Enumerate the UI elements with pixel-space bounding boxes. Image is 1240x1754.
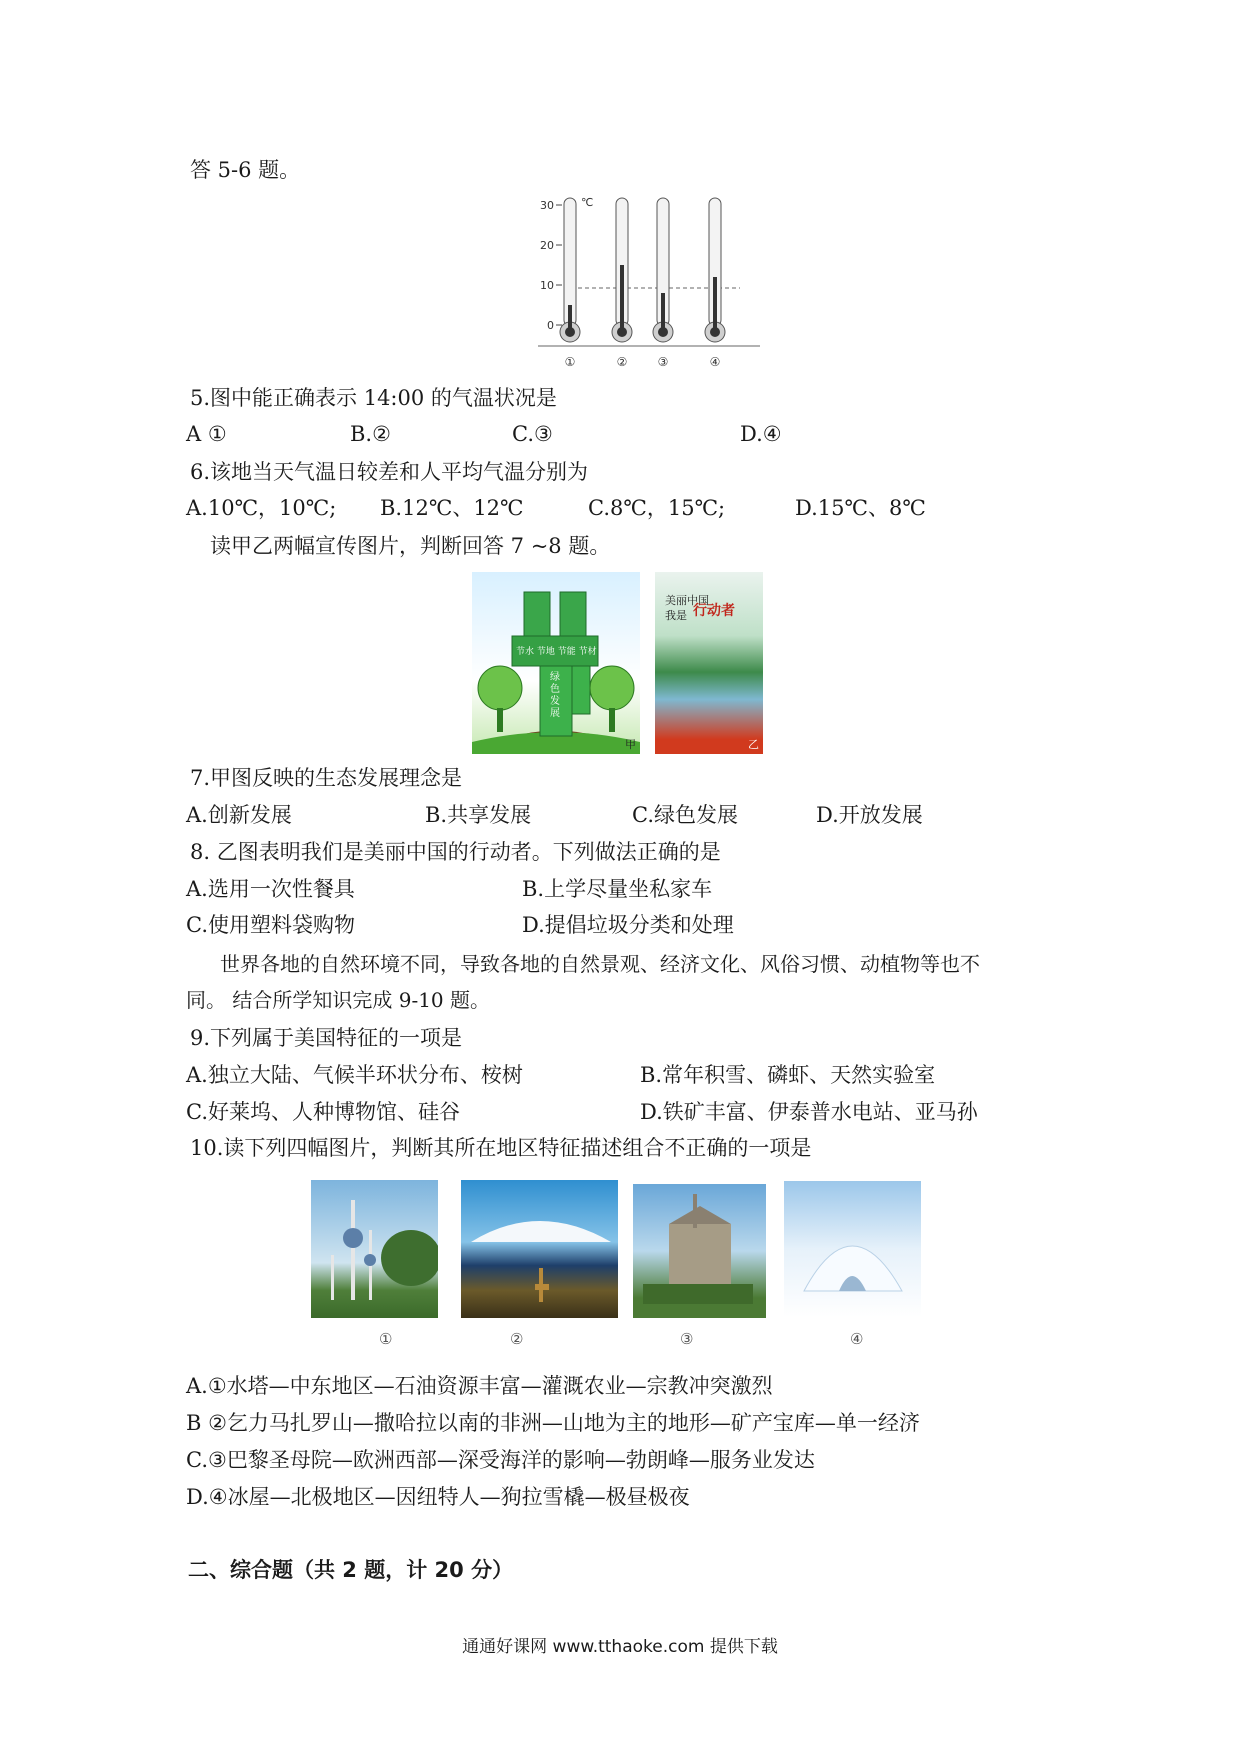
photo-kilimanjaro — [461, 1180, 618, 1318]
intro-9-10-line2: 同。 结合所学知识完成 9-10 题。 — [186, 988, 491, 1012]
q8-stem: 8. 乙图表明我们是美丽中国的行动者。下列做法正确的是 — [190, 840, 721, 864]
poster-jia-tag: 甲 — [625, 738, 636, 751]
thermometer-column — [713, 277, 717, 332]
q8-option-b[interactable]: B.上学尽量坐私家车 — [522, 877, 713, 901]
photo-label-1: ① — [379, 1330, 393, 1348]
q8-option-c[interactable]: C.使用塑料袋购物 — [186, 913, 355, 937]
q9-stem: 9.下列属于美国特征的一项是 — [190, 1026, 463, 1050]
q9-option-c[interactable]: C.好莱坞、人种博物馆、硅谷 — [186, 1100, 460, 1124]
q10-option-d[interactable]: D.④冰屋—北极地区—因纽特人—狗拉雪橇—极昼极夜 — [186, 1485, 690, 1509]
thermometer-label: ① — [564, 355, 576, 369]
intro-7-8: 读甲乙两幅宣传图片，判断回答 7 ~8 题。 — [210, 534, 611, 558]
photo-igloo — [784, 1181, 921, 1317]
q7-option-d[interactable]: D.开放发展 — [816, 803, 923, 827]
axis-tick-label: 10 — [540, 279, 554, 292]
intro-5-6: 答 5-6 题。 — [190, 158, 301, 182]
q10-option-a[interactable]: A.①水塔—中东地区—石油资源丰富—灌溉农业—宗教冲突激烈 — [186, 1374, 773, 1398]
q6-option-a[interactable]: A.10℃，10℃; — [186, 496, 337, 520]
thermometer-column — [568, 305, 572, 332]
q7-option-a[interactable]: A.创新发展 — [186, 803, 292, 827]
q8-option-a[interactable]: A.选用一次性餐具 — [186, 877, 355, 901]
poster-yi-line1: 美丽中国 — [665, 594, 709, 607]
q7-option-c[interactable]: C.绿色发展 — [632, 803, 738, 827]
footer-source: 通通好课网 www.tthaoke.com 提供下载 — [462, 1637, 778, 1657]
thermometer-label: ④ — [709, 355, 721, 369]
q10-option-c[interactable]: C.③巴黎圣母院—欧洲西部—深受海洋的影响—勃朗峰—服务业发达 — [186, 1448, 815, 1472]
photo-notre-dame — [633, 1184, 766, 1318]
poster-yi-tag: 乙 — [748, 738, 759, 751]
q6-option-d[interactable]: D.15℃、8℃ — [795, 496, 926, 520]
thermometer-figure — [530, 196, 770, 374]
q5-option-d[interactable]: D.④ — [740, 422, 782, 446]
q7-stem: 7.甲图反映的生态发展理念是 — [190, 766, 463, 790]
q6-stem: 6.该地当天气温日较差和人平均气温分别为 — [190, 460, 589, 484]
q5-option-c[interactable]: C.③ — [512, 422, 553, 446]
thermometer-label: ③ — [657, 355, 669, 369]
q10-stem: 10.读下列四幅图片，判断其所在地区特征描述组合不正确的一项是 — [190, 1136, 812, 1160]
axis-tick-label: 0 — [547, 319, 554, 332]
poster-yi-line3: 行动者 — [693, 603, 735, 619]
unit-label: ℃ — [581, 196, 594, 209]
photo-label-4: ④ — [850, 1330, 864, 1348]
q5-option-b[interactable]: B.② — [350, 422, 391, 446]
q8-option-d[interactable]: D.提倡垃圾分类和处理 — [522, 913, 734, 937]
thermometer-column — [620, 265, 624, 332]
q10-option-b[interactable]: B ②乞力马扎罗山—撒哈拉以南的非洲—山地为主的地形—矿产宝库—单一经济 — [186, 1411, 920, 1435]
q7-option-b[interactable]: B.共享发展 — [425, 803, 532, 827]
poster-jia-vertical: 绿色发展 — [550, 672, 560, 719]
photo-water-towers — [311, 1180, 438, 1318]
q6-option-c[interactable]: C.8℃，15℃; — [588, 496, 726, 520]
intro-9-10-line1: 世界各地的自然环境不同，导致各地的自然景观、经济文化、风俗习惯、动植物等也不 — [220, 952, 980, 976]
photo-label-2: ② — [510, 1330, 524, 1348]
poster-yi-line2: 我是 — [665, 609, 687, 622]
q9-option-a[interactable]: A.独立大陆、气候半环状分布、桉树 — [186, 1063, 523, 1087]
poster-jia — [472, 572, 640, 754]
section-2-heading: 二、综合题（共 2 题，计 20 分） — [188, 1558, 514, 1582]
q6-option-b[interactable]: B.12℃、12℃ — [380, 496, 524, 520]
poster-jia-slogan: 节水 节地 节能 节材 — [516, 647, 597, 657]
q5-stem: 5.图中能正确表示 14:00 的气温状况是 — [190, 386, 557, 410]
thermometer-label: ② — [616, 355, 628, 369]
photo-label-3: ③ — [680, 1330, 694, 1348]
q9-option-b[interactable]: B.常年积雪、磷虾、天然实验室 — [640, 1063, 936, 1087]
poster-yi — [655, 572, 763, 754]
axis-tick-label: 30 — [540, 199, 554, 212]
thermometer-column — [661, 293, 665, 332]
axis-tick-label: 20 — [540, 239, 554, 252]
q5-option-a[interactable]: A ① — [186, 422, 227, 446]
q9-option-d[interactable]: D.铁矿丰富、伊泰普水电站、亚马孙 — [640, 1100, 978, 1124]
